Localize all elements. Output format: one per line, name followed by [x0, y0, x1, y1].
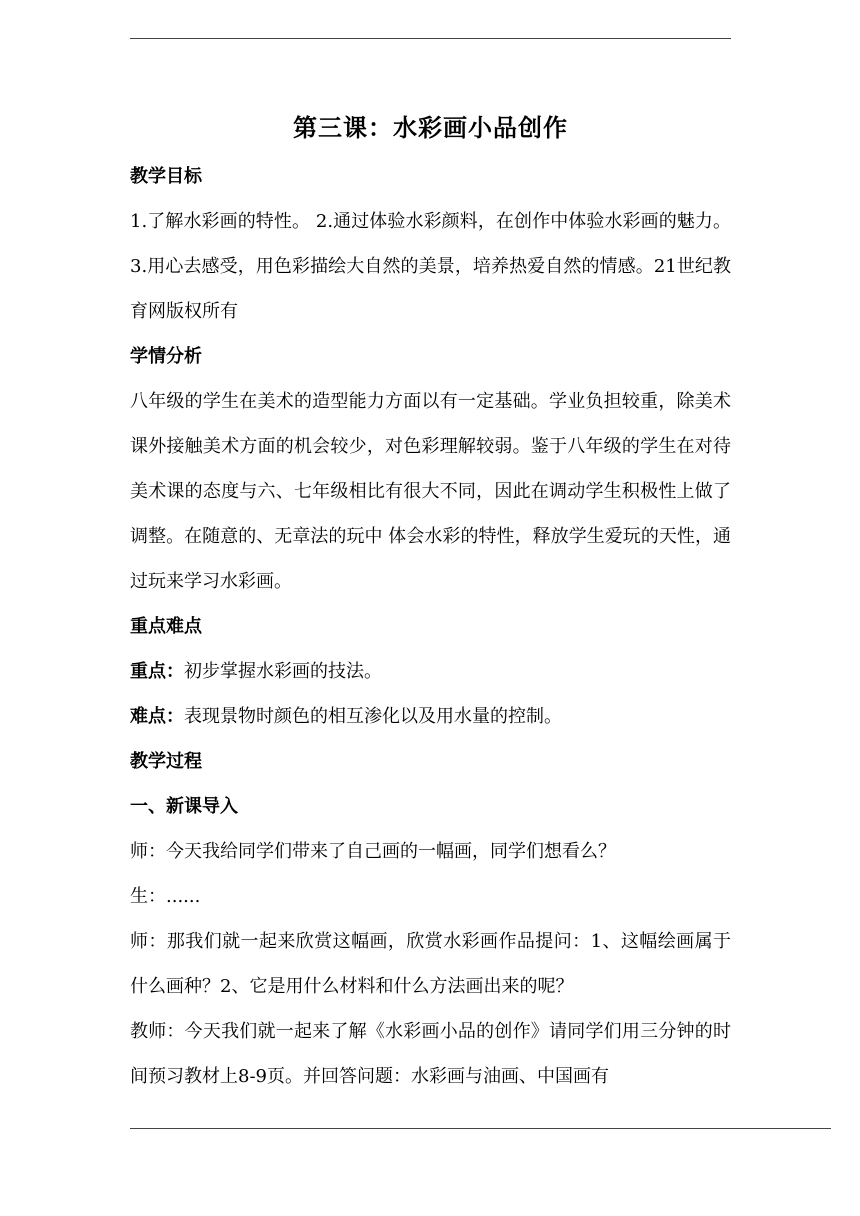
difficult-point-text: 表现景物时颜色的相互渗化以及用水量的控制。	[184, 706, 562, 727]
difficult-point-line	[130, 694, 731, 739]
analysis-heading: 学情分析	[130, 346, 202, 367]
difficult-point-label: 难点：	[130, 706, 184, 727]
dialogue-line-4: 教师：今天我们就一起来了解《水彩画小品的创作》请同学们用三分钟的时间预习教材上8-9页。并回答问题：水彩画与油画、中国画有	[130, 1021, 731, 1087]
keypoints-heading: 重点难点	[130, 616, 202, 637]
analysis-text: 八年级的学生在美术的造型能力方面以有一定基础。学业负担较重，除美术课外接触美术方面的机会较少，对色彩理解较弱。鉴于八年级的学生在对待美术课的态度与六、七年级相比有很大不同，因此在调动学生积极性上做了调整。在随意的、无章法的玩中 体会水彩的特性，释放学生爱玩的天性，通过玩来学习水彩画。	[130, 391, 731, 592]
dialogue-line-3: 师：那我们就一起来欣赏这幅画，欣赏水彩画作品提问：1、这幅绘画属于什么画种？2、它是用什么材料和什么方法画出来的呢？	[130, 931, 731, 997]
key-point-text: 初步掌握水彩画的技法。	[184, 661, 382, 682]
dialogue-line-1: 师：今天我给同学们带来了自己画的一幅画，同学们想看么？	[130, 841, 616, 862]
objectives-text: 1.了解水彩画的特性。 2.通过体验水彩颜料，在创作中体验水彩画的魅力。 3.用心去感受，用色彩描绘大自然的美景，培养热爱自然的情感。21世纪教育网版权所有	[130, 211, 731, 322]
key-point-line	[130, 649, 731, 694]
lesson-title: 第三课：水彩画小品创作	[293, 113, 568, 142]
footer-rule	[130, 1128, 831, 1129]
key-point-label: 重点：	[130, 661, 184, 682]
header-rule	[130, 38, 731, 39]
objectives-heading: 教学目标	[130, 166, 202, 187]
dialogue-line-2: 生：......	[130, 886, 201, 907]
process-heading: 教学过程	[130, 751, 202, 772]
document-page	[130, 108, 731, 1099]
process-subheading: 一、新课导入	[130, 796, 238, 817]
